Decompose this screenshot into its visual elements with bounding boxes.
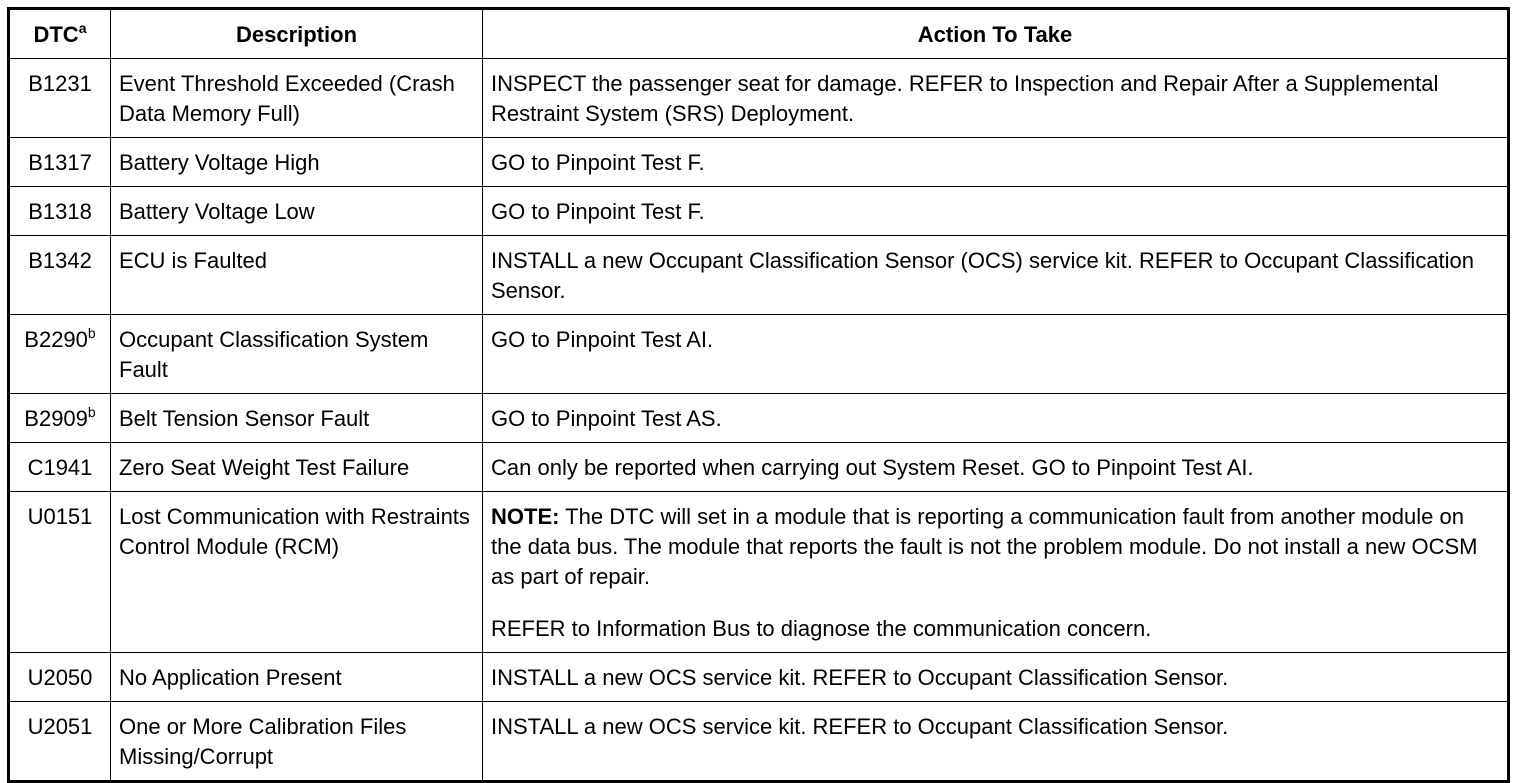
table-row	[9, 394, 1509, 443]
action-paragraph	[491, 325, 1499, 355]
dtc-description: No Application Present	[111, 653, 483, 702]
dtc-code-cell	[9, 702, 111, 782]
table-row	[9, 702, 1509, 782]
action-text: GO to Pinpoint Test F.	[491, 150, 705, 175]
action-text: INSTALL a new Occupant Classification Sensor (OCS) service kit. REFER to Occupant Classification Sensor.	[491, 248, 1475, 303]
dtc-action	[483, 315, 1509, 394]
action-paragraph	[491, 404, 1499, 434]
table-row	[9, 492, 1509, 653]
dtc-action	[483, 138, 1509, 187]
dtc-code-cell	[9, 59, 111, 138]
table-row	[9, 315, 1509, 394]
dtc-code: B1231	[28, 71, 92, 96]
action-text: GO to Pinpoint Test AI.	[491, 327, 714, 352]
dtc-description: One or More Calibration Files Missing/Corrupt	[111, 702, 483, 782]
dtc-code: U0151	[27, 504, 93, 529]
dtc-code: B1317	[28, 150, 92, 175]
dtc-code-cell	[9, 236, 111, 315]
table-row	[9, 187, 1509, 236]
action-text: Can only be reported when carrying out System Reset. GO to Pinpoint Test AI.	[491, 455, 1254, 480]
action-text: INSPECT the passenger seat for damage. REFER to Inspection and Repair After a Supplemental Restraint System (SRS) Deployment.	[491, 71, 1439, 126]
action-text: INSTALL a new OCS service kit. REFER to Occupant Classification Sensor.	[491, 665, 1229, 690]
dtc-footnote-marker: b	[87, 325, 96, 341]
dtc-description: Zero Seat Weight Test Failure	[111, 443, 483, 492]
table-row	[9, 443, 1509, 492]
dtc-code-cell	[9, 492, 111, 653]
action-text: The DTC will set in a module that is reporting a communication fault from another module on the data bus. The module that reports the fault is not the problem module. Do not install a new OCSM as part of repair.	[491, 504, 1478, 589]
dtc-code: B2290	[24, 327, 88, 352]
dtc-action	[483, 187, 1509, 236]
dtc-code: B2909	[24, 406, 88, 431]
action-paragraph	[491, 148, 1499, 178]
dtc-code-cell	[9, 394, 111, 443]
action-paragraph	[491, 246, 1499, 306]
dtc-description: Belt Tension Sensor Fault	[111, 394, 483, 443]
dtc-action	[483, 702, 1509, 782]
header-description: Description	[111, 9, 483, 59]
action-text: REFER to Information Bus to diagnose the communication concern.	[491, 616, 1152, 641]
dtc-code: B1342	[28, 248, 92, 273]
action-text: INSTALL a new OCS service kit. REFER to Occupant Classification Sensor.	[491, 714, 1229, 739]
dtc-table	[7, 7, 1510, 783]
dtc-code: B1318	[28, 199, 92, 224]
dtc-action	[483, 59, 1509, 138]
dtc-description: Battery Voltage High	[111, 138, 483, 187]
dtc-action	[483, 653, 1509, 702]
action-text: GO to Pinpoint Test AS.	[491, 406, 722, 431]
dtc-description: Lost Communication with Restraints Control Module (RCM)	[111, 492, 483, 653]
action-paragraph	[491, 502, 1499, 592]
dtc-description: Event Threshold Exceeded (Crash Data Memory Full)	[111, 59, 483, 138]
dtc-description: Battery Voltage Low	[111, 187, 483, 236]
action-paragraph	[491, 614, 1499, 644]
dtc-code-cell	[9, 315, 111, 394]
dtc-description: Occupant Classification System Fault	[111, 315, 483, 394]
table-row	[9, 236, 1509, 315]
dtc-code: U2051	[27, 714, 93, 739]
dtc-code: C1941	[27, 455, 93, 480]
dtc-action	[483, 394, 1509, 443]
header-action: Action To Take	[483, 9, 1509, 59]
action-paragraph	[491, 663, 1499, 693]
header-dtc: DTC$^a$	[9, 9, 111, 59]
dtc-description: ECU is Faulted	[111, 236, 483, 315]
table-row	[9, 138, 1509, 187]
action-paragraph	[491, 712, 1499, 742]
table-row	[9, 653, 1509, 702]
dtc-table-container	[7, 7, 1510, 783]
header-dtc-footnote: a	[78, 20, 87, 36]
action-paragraph	[491, 197, 1499, 227]
table-body	[9, 59, 1509, 782]
dtc-code-cell	[9, 443, 111, 492]
dtc-code-cell	[9, 138, 111, 187]
note-label: NOTE:	[491, 504, 560, 529]
dtc-footnote-marker: b	[87, 404, 96, 420]
action-paragraph	[491, 453, 1499, 483]
dtc-code: U2050	[27, 665, 93, 690]
action-text: GO to Pinpoint Test F.	[491, 199, 705, 224]
table-header-row	[9, 9, 1509, 59]
dtc-action	[483, 492, 1509, 653]
dtc-code-cell	[9, 653, 111, 702]
table-row	[9, 59, 1509, 138]
dtc-action	[483, 236, 1509, 315]
dtc-code-cell	[9, 187, 111, 236]
action-paragraph	[491, 69, 1499, 129]
dtc-action	[483, 443, 1509, 492]
